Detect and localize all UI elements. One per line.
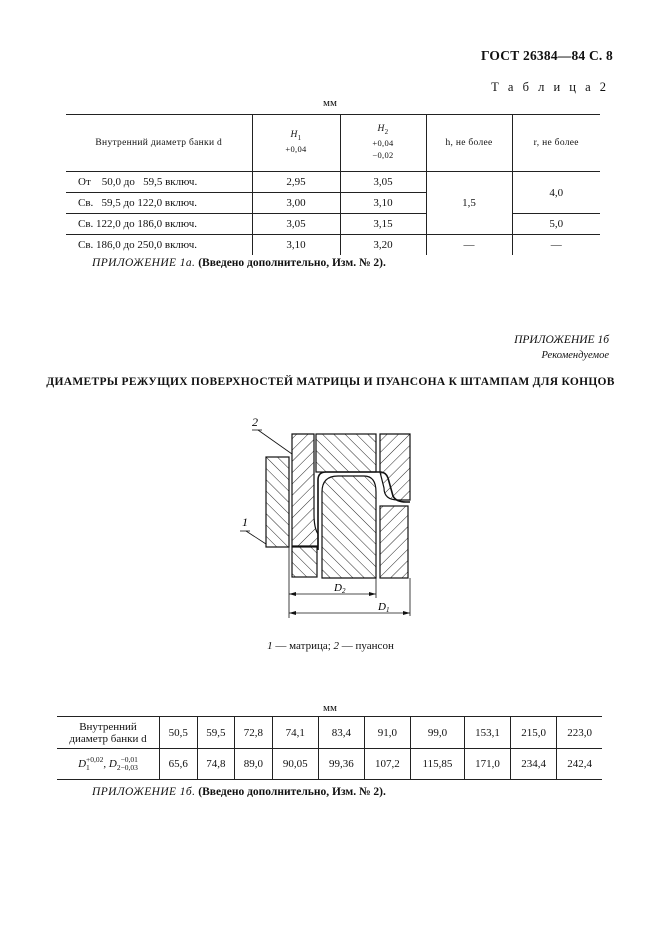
table-1b [57,716,602,780]
cell-r-merged: 4,0 [512,172,600,214]
cell-D: 89,0 [235,749,273,780]
dim-d1: D1 [378,601,390,614]
header-d: Внутренний диаметр банки d [66,115,252,172]
appendix-1b-name: ПРИЛОЖЕНИЕ 1б [514,334,609,346]
table-row [57,749,602,780]
table-row [66,214,600,235]
header-h2: $H_2$ +0,04 −0,02 [340,115,426,172]
cell-r: 5,0 [512,214,600,235]
cell-D: 99,36 [318,749,364,780]
header-h1: $H_1$ +0,04 [252,115,340,172]
cell-d: 83,4 [318,717,364,749]
appendix-1b-note [92,786,386,798]
cell-h2: 3,10 [340,193,426,214]
matrix-right-block [380,506,408,578]
appendix-1b-note-text: (Введено дополнительно, Изм. № 2). [198,786,386,798]
appendix-1b-status: Рекомендуемое [541,350,609,361]
cell-D: 242,4 [557,749,602,780]
cell-D: 90,05 [272,749,318,780]
cell-h2: 3,15 [340,214,426,235]
cell-d: Св. 186,0 до 250,0 включ. [66,235,252,256]
row-label-D: D+0,02 1 , D 2−0,01 −0,03 [57,749,160,780]
cell-D: 74,8 [197,749,235,780]
punch-top-right-block [380,434,410,500]
cell-D: 107,2 [364,749,410,780]
cell-d: Св. 122,0 до 186,0 включ. [66,214,252,235]
leader-2 [258,430,292,454]
header-r: r, не более [512,115,600,172]
cell-d: 74,1 [272,717,318,749]
page-header: ГОСТ 26384—84 С. 8 [480,48,613,63]
cell-d: 153,1 [464,717,510,749]
section-heading: ДИАМЕТРЫ РЕЖУЩИХ ПОВЕРХНОСТЕЙ МАТРИЦЫ И ПУАНСОНА К ШТАМПАМ ДЛЯ КОНЦОВ [46,376,615,388]
cell-d: От 50,0 до 59,5 включ. [66,172,252,193]
cell-h2: 3,20 [340,235,426,256]
cell-D: 65,6 [160,749,198,780]
cell-d: Св. 59,5 до 122,0 включ. [66,193,252,214]
punch-center-body [322,476,376,578]
dim-d2: D2 [334,582,346,595]
cell-d: 99,0 [410,717,464,749]
appendix-1a-note [92,257,386,269]
label-1: 1 [242,515,248,529]
row-label-d: Внутренний диаметр банки d [57,717,160,749]
cell-d: 215,0 [511,717,557,749]
cell-h1: 3,00 [252,193,340,214]
cell-h1: 3,10 [252,235,340,256]
cell-d: 72,8 [235,717,273,749]
cell-h-merged: 1,5 [426,172,512,235]
matrix-left-block [266,457,289,547]
cell-d: 50,5 [160,717,198,749]
cell-D: 115,85 [410,749,464,780]
label-2: 2 [252,415,258,429]
cell-h2: 3,05 [340,172,426,193]
table-2 [66,114,600,255]
leader-1 [246,531,266,544]
cell-d: 59,5 [197,717,235,749]
table-row [66,172,600,193]
matrix-lower-block [292,547,317,577]
table-2-name: Т а б л и ц а 2 [491,80,609,94]
appendix-1a-text: (Введено дополнительно, Изм. № 2). [198,257,386,269]
cell-h: — [426,235,512,256]
cell-d: 91,0 [364,717,410,749]
header-h: h, не более [426,115,512,172]
cell-d: 223,0 [557,717,602,749]
figure-caption: 1 — матрица; 2 — пуансон [267,640,394,652]
table-1b-unit: мм [323,702,337,714]
appendix-1a-name: ПРИЛОЖЕНИЕ 1а. [92,257,196,269]
cell-h1: 3,05 [252,214,340,235]
appendix-1b-title [514,333,609,363]
table-2-unit: мм [323,97,337,109]
appendix-1b-note-name: ПРИЛОЖЕНИЕ 1б. [92,786,196,798]
punch-top-block [316,434,376,472]
cell-h1: 2,95 [252,172,340,193]
cell-D: 234,4 [511,749,557,780]
table-row [57,717,602,749]
punch-wall [292,434,318,546]
die-punch-drawing [230,410,430,625]
cell-r: — [512,235,600,256]
table-row [66,235,600,256]
cell-D: 171,0 [464,749,510,780]
